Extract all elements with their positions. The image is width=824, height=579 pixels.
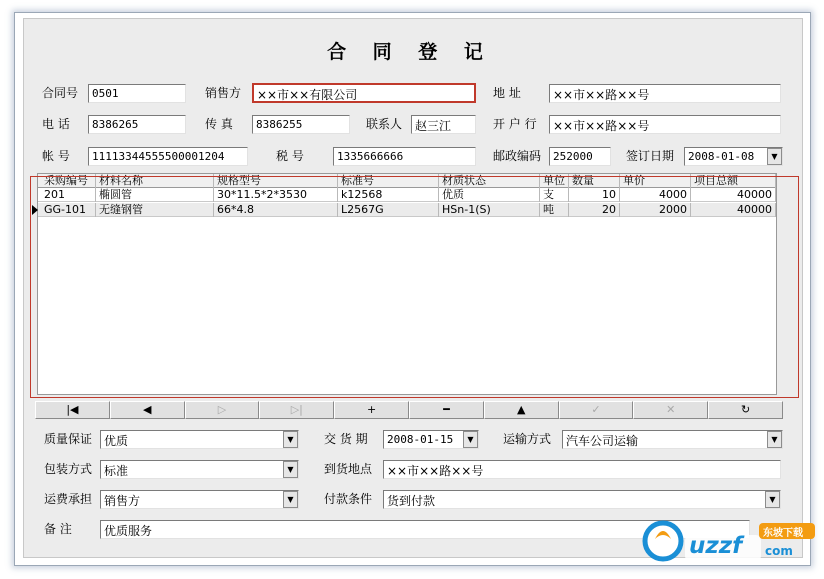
remark-field[interactable]: 优质服务 (100, 520, 750, 539)
first-record-button[interactable]: |◀ (35, 401, 110, 419)
post-record-button[interactable]: ✓ (559, 401, 634, 419)
contact-label: 联系人 (366, 117, 403, 131)
next-record-button[interactable]: ▷ (185, 401, 260, 419)
seller-field[interactable]: ××市××有限公司 (252, 83, 476, 103)
freight-select[interactable] (100, 490, 299, 509)
payment-value: 货到付款 (383, 490, 781, 509)
delete-record-button[interactable]: ━ (409, 401, 484, 419)
phone-field[interactable]: 8386265 (88, 115, 186, 134)
transport-value: 汽车公司运输 (562, 430, 783, 449)
refresh-record-button[interactable]: ↻ (708, 401, 783, 419)
bank-field[interactable]: ××市××路××号 (549, 115, 781, 134)
freight-value: 销售方 (100, 490, 299, 509)
delivery-date-label: 交 货 期 (324, 432, 368, 446)
delivery-date-picker[interactable] (383, 430, 479, 449)
insert-record-button[interactable]: + (334, 401, 409, 419)
chevron-down-icon[interactable]: ▼ (283, 491, 298, 508)
col-header[interactable]: 单价 (620, 174, 691, 188)
table-cell[interactable]: 吨 (540, 203, 569, 217)
table-cell[interactable]: 20 (569, 203, 620, 217)
table-cell[interactable]: 4000 (620, 188, 691, 202)
col-header[interactable]: 规格型号 (214, 174, 338, 188)
col-header[interactable]: 材质状态 (439, 174, 540, 188)
postal-label: 邮政编码 (493, 149, 542, 163)
table-cell[interactable]: 201 (41, 188, 96, 202)
prior-record-button[interactable]: ◀ (110, 401, 185, 419)
sign-date-value: 2008-01-08 (684, 147, 783, 166)
delivery-date-value: 2008-01-15 (383, 430, 479, 449)
chevron-down-icon[interactable]: ▼ (765, 491, 780, 508)
chevron-down-icon[interactable]: ▼ (463, 431, 478, 448)
table-cell[interactable]: L2567G (338, 203, 439, 217)
postal-field[interactable]: 252000 (549, 147, 611, 166)
col-header[interactable]: 材料名称 (96, 174, 214, 188)
grid-header-row (38, 174, 776, 188)
packaging-select[interactable] (100, 460, 299, 479)
current-row-indicator-icon (32, 205, 38, 215)
uzzf-logo (641, 517, 819, 565)
col-header[interactable]: 数量 (569, 174, 620, 188)
table-row[interactable] (38, 188, 776, 202)
record-navigator (35, 401, 783, 419)
col-header[interactable]: 标准号 (338, 174, 439, 188)
dest-label: 到货地点 (324, 462, 373, 476)
table-cell[interactable]: 优质 (439, 188, 540, 202)
quality-value: 优质 (100, 430, 299, 449)
quality-select[interactable] (100, 430, 299, 449)
last-record-button[interactable]: ▷| (259, 401, 334, 419)
fax-label: 传 真 (205, 117, 233, 131)
bank-label: 开 户 行 (493, 117, 537, 131)
table-cell[interactable]: 66*4.8 (214, 203, 338, 217)
table-cell[interactable]: 无缝钢管 (96, 203, 214, 217)
table-cell[interactable]: 支 (540, 188, 569, 202)
table-cell[interactable]: 2000 (620, 203, 691, 217)
table-cell[interactable]: 40000 (691, 188, 776, 202)
chevron-down-icon[interactable]: ▼ (767, 431, 782, 448)
chevron-down-icon[interactable]: ▼ (283, 431, 298, 448)
col-header[interactable]: 项目总额 (691, 174, 776, 188)
logo-domain: com (765, 544, 793, 558)
seller-label: 销售方 (205, 86, 242, 100)
address-label: 地 址 (493, 86, 521, 100)
table-cell[interactable]: k12568 (338, 188, 439, 202)
table-cell[interactable]: 30*11.5*2*3530 (214, 188, 338, 202)
logo-text: uzzf (689, 533, 743, 559)
account-label: 帐 号 (42, 149, 70, 163)
transport-label: 运输方式 (503, 432, 552, 446)
cancel-record-button[interactable]: ✕ (633, 401, 708, 419)
col-header[interactable]: 采购编号 (41, 174, 96, 188)
table-cell[interactable]: 椭圆管 (96, 188, 214, 202)
tax-label: 税 号 (276, 149, 304, 163)
account-field[interactable]: 11113344555500001204 (88, 147, 248, 166)
items-grid[interactable] (37, 173, 777, 395)
freight-label: 运费承担 (44, 492, 93, 506)
table-row[interactable] (38, 203, 776, 217)
quality-label: 质量保证 (44, 432, 93, 446)
transport-select[interactable] (562, 430, 783, 449)
payment-select[interactable] (383, 490, 781, 509)
edit-record-button[interactable]: ▲ (484, 401, 559, 419)
chevron-down-icon[interactable]: ▼ (767, 148, 782, 165)
fax-field[interactable]: 8386255 (252, 115, 350, 134)
payment-label: 付款条件 (324, 492, 373, 506)
col-header[interactable]: 单位 (540, 174, 569, 188)
table-cell[interactable]: 10 (569, 188, 620, 202)
contact-field[interactable]: 赵三江 (411, 115, 476, 134)
contract-no-field[interactable]: 0501 (88, 84, 186, 103)
sign-date-label: 签订日期 (626, 149, 675, 163)
page-title: 合 同 登 记 (327, 41, 493, 63)
tax-field[interactable]: 1335666666 (333, 147, 476, 166)
dest-field[interactable]: ××市××路××号 (383, 460, 781, 479)
chevron-down-icon[interactable]: ▼ (283, 461, 298, 478)
remark-label: 备 注 (44, 522, 72, 536)
packaging-label: 包装方式 (44, 462, 93, 476)
packaging-value: 标准 (100, 460, 299, 479)
logo-tagline: 东坡下载 (763, 528, 803, 539)
address-field[interactable]: ××市××路××号 (549, 84, 781, 103)
table-cell[interactable]: HSn-1(S) (439, 203, 540, 217)
table-cell[interactable]: GG-101 (41, 203, 96, 217)
table-cell[interactable]: 40000 (691, 203, 776, 217)
sign-date-picker[interactable] (684, 147, 783, 166)
contract-no-label: 合同号 (42, 86, 79, 100)
phone-label: 电 话 (42, 117, 70, 131)
